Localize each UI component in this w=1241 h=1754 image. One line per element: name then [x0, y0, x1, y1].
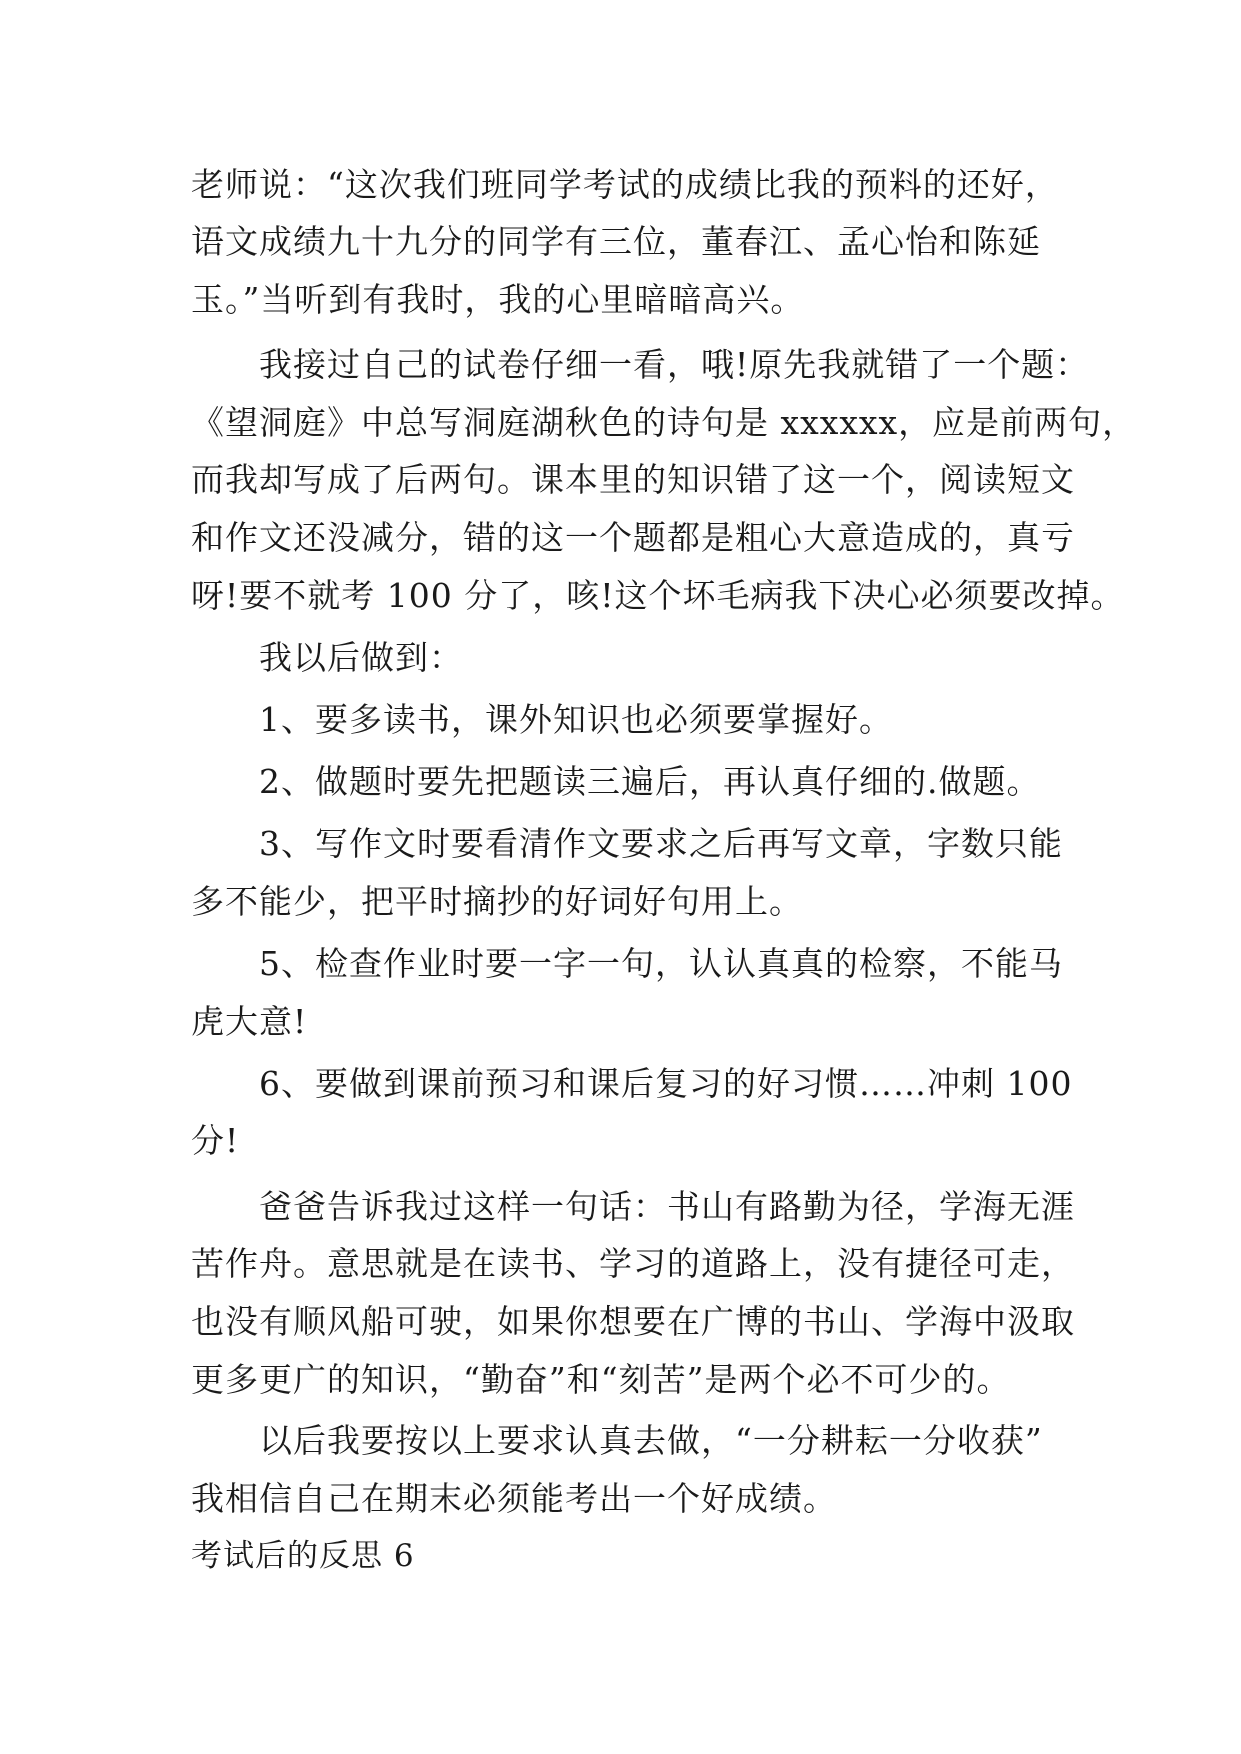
text-line: 爸爸告诉我过这样一句话：书山有路勤为径，学海无涯 [191, 1187, 1075, 1226]
text-line: 玉。”当听到有我时，我的心里暗暗高兴。 [191, 280, 805, 319]
section-heading: 考试后的反思 6 [191, 1538, 415, 1574]
text-line: 我以后做到： [191, 638, 463, 677]
list-item: 3、写作文时要看清作文要求之后再写文章，字数只能 [191, 824, 1063, 863]
text-line: 以后我要按以上要求认真去做，“一分耕耘一分收获” [191, 1421, 1043, 1460]
text-line: 我相信自己在期末必须能考出一个好成绩。 [191, 1479, 837, 1518]
text-line: 虎大意! [191, 1002, 308, 1041]
text-line: 也没有顺风船可驶，如果你想要在广博的书山、学海中汲取 [191, 1302, 1075, 1341]
text-line: 更多更广的知识，“勤奋”和“刻苦”是两个必不可少的。 [191, 1360, 1011, 1399]
list-item: 6、要做到课前预习和课后复习的好习惯……冲刺 100 [191, 1064, 1073, 1103]
list-item: 1、要多读书，课外知识也必须要掌握好。 [191, 700, 893, 739]
text-line: 语文成绩九十九分的同学有三位，董春江、孟心怡和陈延 [191, 222, 1041, 261]
text-line: 多不能少，把平时摘抄的好词好句用上。 [191, 882, 803, 921]
text-line: 老师说：“这次我们班同学考试的成绩比我的预料的还好， [191, 165, 1059, 204]
list-item: 2、做题时要先把题读三遍后，再认真仔细的.做题。 [191, 762, 1041, 801]
text-line: 而我却写成了后两句。课本里的知识错了这一个，阅读短文 [191, 460, 1075, 499]
text-line: 《望洞庭》中总写洞庭湖秋色的诗句是 xxxxxx，应是前两句， [191, 403, 1137, 442]
text-line: 苦作舟。意思就是在读书、学习的道路上，没有捷径可走， [191, 1244, 1075, 1283]
list-item: 5、检查作业时要一字一句，认认真真的检察，不能马 [191, 944, 1063, 983]
text-line: 呀!要不就考 100 分了，咳!这个坏毛病我下决心必须要改掉。 [191, 576, 1125, 615]
text-line: 我接过自己的试卷仔细一看，哦!原先我就错了一个题： [191, 345, 1090, 384]
text-line: 分! [191, 1121, 240, 1160]
text-line: 和作文还没减分，错的这一个题都是粗心大意造成的，真亏 [191, 518, 1075, 557]
